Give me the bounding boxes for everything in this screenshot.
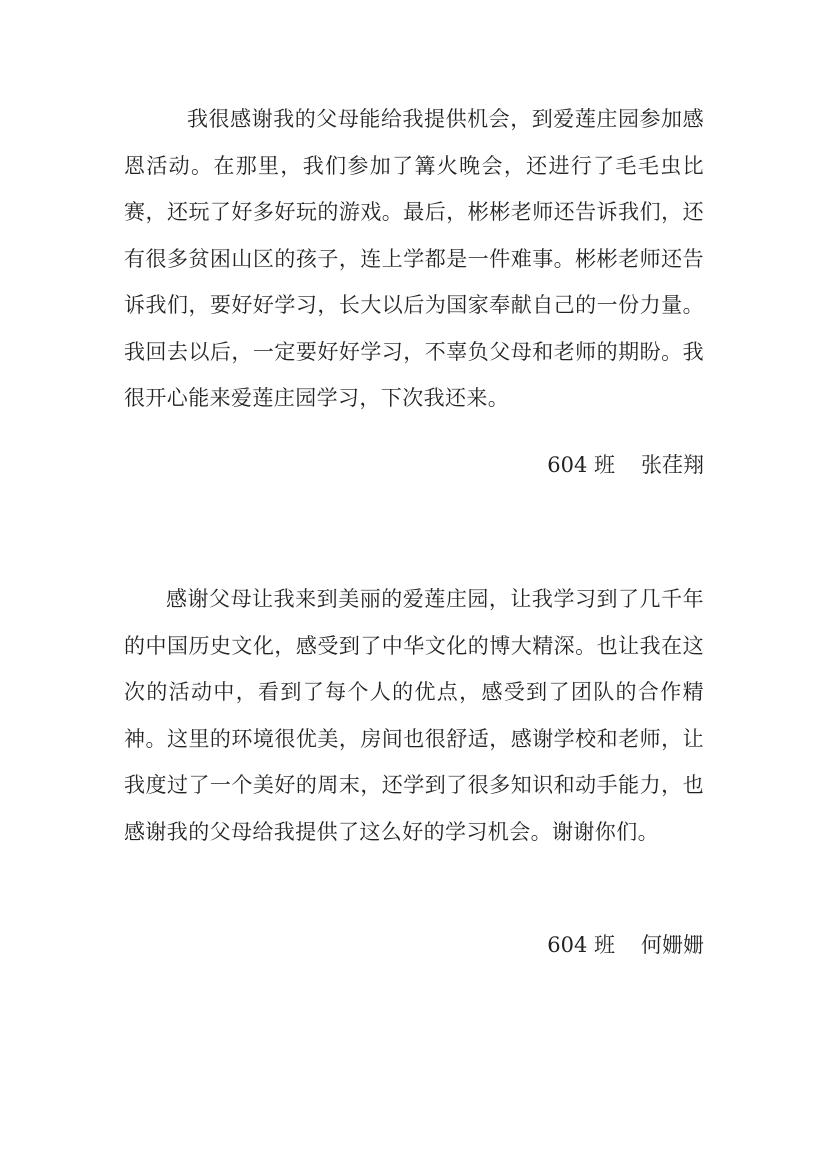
author-name: 何姗姗 [641, 933, 704, 957]
essay-paragraph: 感谢父母让我来到美丽的爱莲庄园，让我学习到了几千年的中国历史文化，感受到了中华文化的博大精深。也让我在这次的活动中，看到了每个人的优点，感受到了团队的合作精神。这里的环境很优美，房间也很舒适，感谢学校和老师，让我度过了一个美好的周末，还学到了很多知识和动手能力，也感谢我的父母给我提供了这么好的学习机会。谢谢你们。 [124, 587, 704, 844]
class-label: 604 班 [547, 453, 615, 477]
author-name: 张荏翔 [641, 453, 704, 477]
essay-paragraph: 我很感谢我的父母能给我提供机会，到爱莲庄园参加感恩活动。在那里，我们参加了篝火晚会，还进行了毛毛虫比赛，还玩了好多好玩的游戏。最后，彬彬老师还告诉我们，还有很多贫困山区的孩子，连上学都是一件难事。彬彬老师还告诉我们，要好好学习，长大以后为国家奉献自己的一份力量。我回去以后，一定要好好学习，不辜负父母和老师的期盼。我很开心能来爱莲庄园学习，下次我还来。 [124, 107, 704, 410]
class-label: 604 班 [547, 933, 615, 957]
essay-signature [547, 450, 704, 480]
essay-signature [547, 930, 704, 960]
essay-entry [124, 96, 704, 477]
essay-entry [124, 576, 704, 957]
